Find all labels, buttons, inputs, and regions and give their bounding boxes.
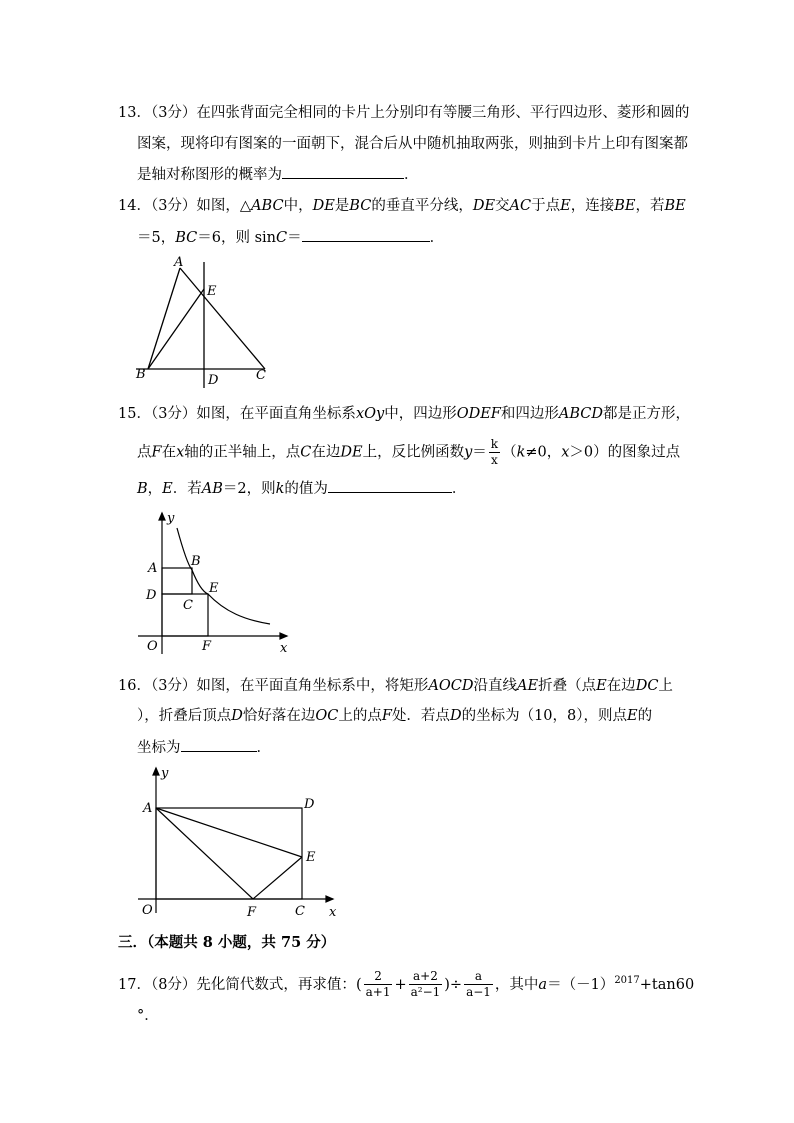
- q16-line2: ），折叠后顶点D恰好落在边OC上的点F处．若点D的坐标为（10，8），则点E的: [137, 708, 653, 724]
- label-F: F: [202, 639, 212, 654]
- label-B: B: [191, 554, 201, 569]
- q16-line3: 坐标为 ．: [137, 737, 271, 758]
- q13-line1: 13．（3分）在四张背面完全相同的卡片上分别印有等腰三角形、平行四边形、菱形和圆的: [118, 105, 690, 121]
- label-A: A: [174, 255, 184, 270]
- label-A: A: [143, 801, 153, 816]
- q17-line1: 17．（8分）先化简代数式，再求值：( $\frac{2}{a+1}$ + $\frac{a+2}{\text{a²−1}}$ )÷ $\frac{a}{a-1}$ ，其中$a=(-1)^{2017}+\tan 60$: [118, 969, 695, 1000]
- label-y: y: [161, 766, 169, 781]
- label-O: O: [147, 639, 158, 654]
- fold-line-AE: [156, 808, 302, 857]
- section-3-heading: 三．（本题共 8 小题，共 75 分）: [118, 934, 336, 951]
- y-axis-arrow: [153, 768, 159, 775]
- label-A: A: [148, 561, 158, 576]
- segment-AF: [156, 808, 253, 899]
- q15-line1: 15．（3分）如图，在平面直角坐标系xOy中，四边形ODEF和四边形ABCD都是正方形，: [118, 406, 690, 422]
- label-D: D: [304, 797, 315, 812]
- q14-line2: ＝5，BC＝6，则 sinC＝ ．: [137, 227, 444, 248]
- label-E: E: [209, 581, 219, 596]
- rectangle-AOCD: [156, 808, 302, 899]
- q16-line1: 16．（3分）如图，在平面直角坐标系中，将矩形AOCD沿直线AE折叠（点E在边DC上: [118, 678, 673, 694]
- label-D: D: [208, 373, 219, 388]
- q15-line3: B，E．若AB＝2，则k的值为 ．: [137, 478, 466, 499]
- label-x: x: [329, 905, 337, 920]
- label-E: E: [306, 850, 316, 865]
- label-E: E: [207, 284, 217, 299]
- fraction-a-over-a-minus-1: $\frac{a}{a-1}$: [466, 969, 491, 1000]
- label-x: x: [280, 641, 288, 656]
- q15-line2: 点F在x轴的正半轴上，点C在边DE上，反比例函数y＝ $\frac{k}{x}$ （k≠0，x＞0）的图象过点: [137, 437, 681, 467]
- fraction-k-over-x: $\frac{k}{x}$: [490, 437, 499, 467]
- q17-line2: °．: [137, 1008, 159, 1024]
- fraction-2-over-a-plus-1: $\frac{2}{a+1}$: [365, 969, 391, 1000]
- label-C: C: [256, 368, 266, 383]
- segment-FE: [253, 857, 302, 899]
- q13-line3: 是轴对称图形的概率为 ．: [137, 164, 419, 185]
- label-F: F: [247, 905, 257, 920]
- x-axis-arrow: [326, 896, 333, 902]
- q13-line2: 图案，现将印有图案的一面朝下，混合后从中随机抽取两张，则抽到卡片上印有图案都: [137, 136, 688, 152]
- label-D: D: [146, 588, 157, 603]
- fraction-a-plus-2-over-a-squared-minus-1: $\frac{a+2}{\text{a²−1}}$: [410, 969, 441, 1000]
- label-O: O: [142, 903, 153, 918]
- label-C: C: [295, 904, 305, 919]
- q14-line1: 14．（3分）如图，△ABC中，DE是BC的垂直平分线，DE交AC于点E，连接BE，若BE: [118, 198, 686, 214]
- label-C: C: [183, 598, 193, 613]
- label-y: y: [167, 511, 175, 526]
- label-B: B: [136, 367, 146, 382]
